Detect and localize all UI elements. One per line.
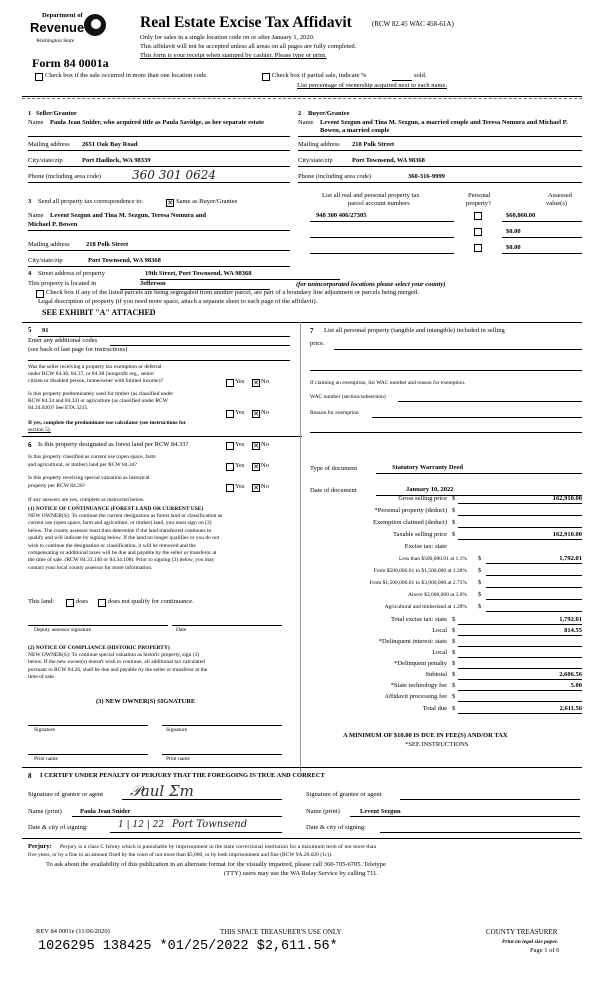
- partial-sale-label: Check box if partial sale, indicate %: [272, 72, 367, 79]
- rcw-ref: (RCW 82.45 WAC 458-61A): [372, 20, 454, 28]
- doc-type-label: Type of document: [310, 465, 358, 472]
- grantor-date-label: Date & city of signing:: [28, 824, 88, 831]
- gross-value[interactable]: 162,910.00: [552, 495, 582, 502]
- s3-city[interactable]: Port Townsend, WA 98368: [88, 257, 161, 264]
- personal-property-checkbox-3[interactable]: [474, 244, 482, 252]
- access-text-2: (TTY) users may use the WA Relay Service by calling 711.: [224, 870, 378, 877]
- s6-q3-no-checkbox[interactable]: ✕: [253, 484, 259, 492]
- segregated-label: Check box if any of the listed parcels are being segregated from another parcel, are part of a boundary line adjustment or parcels being merged.: [46, 289, 419, 296]
- s5-q1a: Was the seller receiving a property tax exemption or deferral: [28, 364, 162, 370]
- dollar-sign: $: [452, 507, 456, 514]
- s3-name-2[interactable]: Michael P. Bowen: [28, 221, 78, 228]
- same-as-buyer-checkbox[interactable]: ✕: [167, 199, 173, 207]
- legal-desc-label: Legal description of property (if you need more space, attach a separate sheet to each page of the affidavit).: [38, 298, 318, 305]
- s5-num: 5: [28, 326, 32, 334]
- assessed-value-3[interactable]: $0.00: [506, 244, 521, 251]
- buyer-city-label: City/state/zip: [298, 157, 333, 164]
- s5-q2-yes-checkbox[interactable]: [226, 410, 234, 418]
- s5-q2a: Is this property predominately used for timber (as classified under: [28, 391, 174, 397]
- s6-q2a: Is this property classified as current use (open space, farm: [28, 454, 156, 460]
- tier-2-label: From $500,000.01 to $1,500,000 at 1.28%: [373, 568, 467, 574]
- parcel-h1: List all real and personal property tax: [322, 192, 420, 199]
- new-owner-sig-1: Signature: [34, 727, 56, 733]
- s5-q2b: RCW 84.34 and 84.33) or agriculture (as classified under RCW: [28, 398, 168, 404]
- new-owner-sig-2: Signature: [166, 727, 188, 733]
- form-number: Form 84 0001a: [32, 56, 109, 70]
- doc-date-label: Date of document: [310, 487, 357, 494]
- notice-2-heading: (2) NOTICE OF COMPLIANCE (HISTORIC PROPERTY): [28, 645, 170, 651]
- doc-date[interactable]: January 10, 2022: [406, 486, 454, 493]
- notice-1-line: wish to continue the designation or classification, it will be removed and the: [28, 542, 196, 549]
- affidavit-fee-label: Affidavit processing fee: [384, 693, 447, 700]
- s5-q2-no-label: No: [261, 409, 269, 416]
- logo-swirl-icon: [84, 14, 106, 36]
- dollar-sign: $: [452, 671, 456, 678]
- dollar-sign: $: [478, 567, 482, 574]
- form-title: Real Estate Excise Tax Affidavit: [140, 14, 352, 31]
- wac-label: WAC number (section/subsection): [310, 394, 386, 400]
- s6-num: 6: [28, 441, 32, 449]
- s5-note-1: If yes, complete the predominate use calculator (see instructions for: [28, 420, 187, 426]
- perjury-text-1: Perjury is a class C felony which is punishable by imprisonment in the state correctional institution for a maximum term of not more than: [60, 844, 377, 850]
- s6-q1-yes-label: Yes: [235, 441, 245, 448]
- wa-state-text: Washington State: [36, 38, 75, 44]
- total-due-label: Total due: [422, 705, 447, 712]
- subtotal-value[interactable]: 2,606.56: [559, 671, 582, 678]
- perjury-label: Perjury:: [28, 843, 52, 850]
- gross-label: Gross selling price: [398, 495, 447, 502]
- segregated-checkbox[interactable]: [36, 290, 44, 298]
- s6-q1-no-checkbox[interactable]: ✕: [253, 442, 259, 450]
- seller-phone-label: Phone (including area code): [28, 173, 102, 180]
- grantee-sig-label: Signature of grantee or agent: [306, 791, 382, 798]
- s6-q1: Is this property designated as forest land per RCW 84.33?: [38, 441, 189, 448]
- personal-property-checkbox-1[interactable]: [474, 212, 482, 220]
- dollar-sign: $: [478, 591, 482, 598]
- tech-fee-value[interactable]: 5.00: [570, 682, 582, 689]
- buyer-city[interactable]: Port Townsend, WA 98368: [352, 157, 425, 164]
- page-number: Page 1 of 6: [530, 947, 560, 954]
- dollar-sign: $: [452, 531, 456, 538]
- taxable-label: Taxable selling price: [392, 531, 447, 538]
- revenue-text: Revenue: [30, 20, 85, 35]
- s3-mail[interactable]: 218 Polk Street: [86, 241, 129, 248]
- land-does-label: does: [76, 598, 88, 605]
- personal-property-checkbox-2[interactable]: [474, 228, 482, 236]
- new-owner-print-1: Print name: [34, 756, 58, 762]
- access-text-1: To ask about the availability of this publication in an alternate format for the visually impaired, please call 360-705-6705. Teletype: [46, 861, 386, 868]
- new-owner-print-2: Print name: [166, 756, 190, 762]
- s3-num: 3: [28, 198, 32, 205]
- notice-1-heading: (1) NOTICE OF CONTINUANCE (FOREST LAND OR CURRENT USE): [28, 506, 204, 512]
- dollar-sign: $: [452, 682, 456, 689]
- tier-4-label: Above $3,000,000 at 3.0%: [408, 592, 467, 598]
- doc-type[interactable]: Statutory Warranty Deed: [392, 464, 464, 471]
- tier-1-label: Less than $500,000.01 at 1.1%: [399, 556, 467, 562]
- notice-2-line: NEW OWNER(S): To continue special valuation as historic property, sign (3): [28, 652, 200, 658]
- penalty-label: *Delinquent penalty: [394, 660, 447, 667]
- s6-q2-yes-checkbox[interactable]: [226, 463, 234, 471]
- s3-text: Send all property tax correspondence to:: [38, 198, 144, 205]
- s5-l1: Enter any additional codes: [28, 337, 98, 344]
- exemption-label: If claiming an exemption, list WAC number and reason for exemption.: [310, 380, 466, 386]
- tech-fee-label: *State technology fee: [390, 682, 447, 689]
- s6-q2-no-checkbox[interactable]: ✕: [253, 463, 259, 471]
- reason-label: Reason for exemption: [310, 410, 359, 416]
- s6-q2-yes-label: Yes: [235, 462, 245, 469]
- grantor-name-label: Name (print): [28, 808, 62, 815]
- notice-1-line: qualify and will indicate by signing below. If the land no longer qualifies or you do not: [28, 535, 220, 542]
- parcel-h3: Personal: [468, 192, 491, 199]
- dollar-sign: $: [452, 519, 456, 526]
- exhibit-text[interactable]: SEE EXHIBIT "A" ATTACHED: [42, 308, 156, 317]
- grantor-date[interactable]: 1 | 12 | 22: [118, 820, 165, 830]
- s6-q1-yes-checkbox[interactable]: [226, 442, 234, 450]
- same-as-buyer-label: Same as Buyer/Grantee: [176, 198, 238, 205]
- personal-label: *Personal property (deduct): [374, 507, 447, 514]
- dept-text: Department of: [42, 12, 83, 19]
- total-state-value[interactable]: 1,792.01: [559, 616, 582, 623]
- dollar-sign: $: [478, 555, 482, 562]
- buyer-heading: Buyer/Grantee: [308, 110, 350, 117]
- dollar-sign: $: [452, 660, 456, 667]
- buyer-name-label: Name: [298, 119, 314, 126]
- buyer-name[interactable]: Levent Sezgun and Tina M. Sezgun, a married couple and Teresa Nomura and Michael P. Bowen, a married couple: [320, 119, 568, 134]
- header-line-2: This affidavit will not be accepted unless all areas on all pages are fully completed.: [140, 43, 357, 50]
- s5-q2-no-checkbox[interactable]: ✕: [253, 410, 259, 418]
- s5-q1b: under RCW 84.36, 84.37, or 84.38 (nonprofit org., senior: [28, 371, 155, 377]
- notice-1-line: below. The county assessor must then determine if the land transferred continues to: [28, 527, 212, 534]
- s7-text-1: List all personal property (tangible and intangible) included in selling: [324, 327, 505, 334]
- s6-q3a: Is this property receiving special valuation as historical: [28, 475, 150, 481]
- tax-calculation: [300, 495, 590, 755]
- delinq-state-label: *Delinquent interest: state: [378, 638, 447, 645]
- parcel-account[interactable]: 948 300 406/27305: [316, 212, 367, 219]
- dollar-sign: $: [478, 603, 482, 610]
- notice-1-line: compensating or additional taxes will be due and payable by the seller or transferor at: [28, 550, 217, 557]
- s6-q2-no-label: No: [261, 462, 269, 469]
- buyer-phone[interactable]: 360-316-9999: [408, 173, 445, 180]
- partial-sale-checkbox[interactable]: [262, 73, 270, 81]
- s3-name-1[interactable]: Levent Sezgun and Tina M. Sezgun, Teresa Nomura and: [50, 212, 207, 219]
- treasurer-use-label: THIS SPACE TREASURER'S USE ONLY: [220, 928, 342, 936]
- tier-3-label: From $1,500,000.01 to $3,000,000 at 2.75%: [369, 580, 467, 586]
- subtotal-label: Subtotal: [425, 671, 447, 678]
- excise-label: Excise tax: state: [404, 543, 447, 550]
- dollar-sign: $: [452, 705, 456, 712]
- buyer-mail-label: Mailing address: [298, 141, 340, 148]
- dollar-sign: $: [452, 627, 456, 634]
- s3-mail-label: Mailing address: [28, 241, 70, 248]
- buyer-mail[interactable]: 218 Polk Street: [352, 141, 395, 148]
- s8-num: 8: [28, 772, 32, 780]
- buyer-phone-label: Phone (including area code): [298, 173, 372, 180]
- notice-1-line: the time of sale. (RCW 84.33.140 or 84.34.108). Prior to signing (3) below, you may: [28, 557, 215, 564]
- property-county[interactable]: Jefferson: [140, 280, 166, 287]
- tier-5-label: Agricultural and timberland at 1.28%: [384, 604, 467, 610]
- seller-city[interactable]: Port Hadlock, WA 98339: [82, 157, 151, 164]
- sold-label: sold.: [414, 72, 427, 79]
- parcel-h6: value(s): [546, 200, 567, 207]
- new-owner-sig-heading: (3) NEW OWNER(S) SIGNATURE: [96, 698, 196, 705]
- header-line-1: Only for sales in a single location code on or after January 1, 2020.: [140, 34, 315, 41]
- s4-label: Street address of property: [38, 270, 105, 277]
- property-address[interactable]: 19th Street, Port Townsend, WA 98368: [145, 270, 252, 277]
- dollar-sign: $: [452, 495, 456, 502]
- grantor-signature[interactable]: 𝒫aul Ʃm: [130, 782, 194, 800]
- s6-q1-no-label: No: [261, 441, 269, 448]
- deputy-date-label: Date: [176, 627, 187, 633]
- s6-q3-yes-checkbox[interactable]: [226, 484, 234, 492]
- seller-city-label: City/state/zip: [28, 157, 63, 164]
- s5-q1c: citizen or disabled person, homeowner with limited income)?: [28, 378, 164, 384]
- notice-1-line: contact your local county assessor for more information.: [28, 564, 153, 571]
- grantor-name[interactable]: Paula Jean Snider: [80, 808, 131, 815]
- seller-mail-label: Mailing address: [28, 141, 70, 148]
- taxable-value[interactable]: 162,910.00: [552, 531, 582, 538]
- seller-phone[interactable]: 360 301 0624: [132, 168, 216, 182]
- revenue-logo: [28, 12, 110, 52]
- seller-name-label: Name: [28, 119, 44, 126]
- local-label: Local: [432, 627, 447, 634]
- assessed-value-2[interactable]: $0.00: [506, 228, 521, 235]
- notice-2-line: below. If the new owner(s) doesn't wish to continue, all additional tax calculated: [28, 659, 205, 666]
- local-value[interactable]: 814.55: [564, 627, 582, 634]
- s5-code[interactable]: 91: [42, 327, 49, 334]
- header-line-3: This form is your receipt when stamped by cashier. Please type or print.: [140, 52, 327, 59]
- notice-2-body: [28, 652, 298, 682]
- county-treasurer-label: COUNTY TREASURER: [486, 928, 558, 936]
- parcel-h2: parcel account numbers: [348, 200, 410, 207]
- tier-1-value[interactable]: 1,792.01: [559, 555, 582, 562]
- perjury-text-2: five years, or by a fine in an amount fixed by the court of not more than $5,000, or by both imprisonment and fine (RCW 9A.20.020 (1c)).: [28, 852, 333, 858]
- notice-2-line: pursuant to RCW 84.26, shall be due and payable by the seller or transferor at the: [28, 666, 208, 673]
- s5-q1-yes-label: Yes: [235, 378, 245, 385]
- grantor-sig-label: Signature of grantor or agent: [28, 791, 104, 798]
- partial-pct-line: [392, 80, 412, 81]
- parcel-h5: Assessed: [548, 192, 572, 199]
- notice-1-line: current use (open space, farm and agriculture, or timber) land, you must sign on (3): [28, 520, 212, 527]
- dollar-sign: $: [452, 638, 456, 645]
- s6-q3-yes-label: Yes: [235, 483, 245, 490]
- this-land-label: This land:: [28, 598, 55, 605]
- s5-q1-no-checkbox[interactable]: ✕: [253, 379, 259, 387]
- s3-name-label: Name: [28, 212, 44, 219]
- seller-name[interactable]: Paula Jean Snider, who acquired title as Paula Savidge, as her separate estate: [50, 119, 265, 126]
- certify-text: I CERTIFY UNDER PENALTY OF PERJURY THAT THE FOREGOING IS TRUE AND CORRECT: [40, 772, 325, 779]
- notice-2-line: time of sale.: [28, 674, 56, 681]
- legal-paper-note: Print on legal size paper.: [502, 939, 559, 945]
- parcel-h4: property?: [466, 200, 491, 207]
- land-does-not-label: does not qualify for continuance.: [108, 598, 194, 605]
- deputy-sig-label: Deputy assessor signature: [34, 627, 92, 633]
- form-revision: REV 84 0001e (11/06/2020): [36, 928, 110, 935]
- header-divider: [22, 96, 582, 97]
- s6-q3b: property per RCW 84.26?: [28, 483, 86, 489]
- s5-q2-yes-label: Yes: [235, 409, 245, 416]
- total-state-label: Total excise tax: state: [390, 616, 447, 623]
- seller-num: 1: [28, 110, 32, 117]
- s5-q1-yes-checkbox[interactable]: [226, 379, 234, 387]
- notice-1-line: NEW OWNER(S): To continue the current designation as forest land or classification as: [28, 513, 223, 519]
- exemption-claimed-label: Exemption claimed (deduct): [372, 519, 447, 526]
- minimum-due-note: A MINIMUM OF $10.00 IS DUE IN FEE(S) AND/OR TAX: [343, 732, 508, 739]
- s6-q3-no-label: No: [261, 483, 269, 490]
- notice-1-body: [28, 513, 298, 572]
- dollar-sign: $: [452, 693, 456, 700]
- multi-location-label: Check box if the sale occurred in more than one location code.: [45, 72, 208, 79]
- land-does-not-checkbox[interactable]: [98, 599, 106, 607]
- grantee-name-label: Name (print): [306, 808, 340, 815]
- total-due-value[interactable]: 2,611.56: [559, 705, 582, 712]
- s7-text-2: price.: [310, 340, 325, 347]
- location-label: This property is located in: [28, 280, 97, 287]
- s4-num: 4: [28, 270, 32, 277]
- land-does-checkbox[interactable]: [66, 599, 74, 607]
- seller-mail[interactable]: 2651 Oak Bay Road: [82, 141, 138, 148]
- dollar-sign: $: [478, 579, 482, 586]
- grantor-city[interactable]: Port Townsend: [172, 819, 248, 830]
- s7-num: 7: [310, 327, 314, 335]
- s5-note-2: section 5).: [28, 427, 51, 433]
- multi-location-checkbox[interactable]: [35, 73, 43, 81]
- ownership-note: List percentage of ownership acquired next to each name.: [297, 82, 447, 89]
- see-instructions: *SEE INSTRUCTIONS: [405, 741, 469, 748]
- grantee-date-label: Date & city of signing:: [306, 824, 366, 831]
- receipt-stamp: 1026295 138425 *01/25/2022 $2,611.56*: [38, 939, 338, 954]
- dollar-sign: $: [452, 616, 456, 623]
- s5-q2c: 84.34.020)? See ETA 3215.: [28, 405, 89, 411]
- buyer-num: 2: [298, 110, 302, 117]
- s5-l2: (see back of last page for instructions): [28, 346, 128, 353]
- s6-q4: If any answers are yes, complete as instructed below.: [28, 497, 145, 503]
- location-note: (for unincorporated locations please select your county): [296, 281, 446, 288]
- seller-heading: Seller/Grantor: [36, 110, 77, 117]
- assessed-value-1[interactable]: $60,060.00: [506, 212, 536, 219]
- s5-q1-no-label: No: [261, 378, 269, 385]
- grantee-name[interactable]: Levent Sezgun: [360, 808, 401, 815]
- dollar-sign: $: [452, 649, 456, 656]
- s3-city-label: City/state/zip: [28, 257, 63, 264]
- s6-q2b: and agricultural, or timber) land per RCW 84.34?: [28, 462, 137, 468]
- delinq-local-label: Local: [432, 649, 447, 656]
